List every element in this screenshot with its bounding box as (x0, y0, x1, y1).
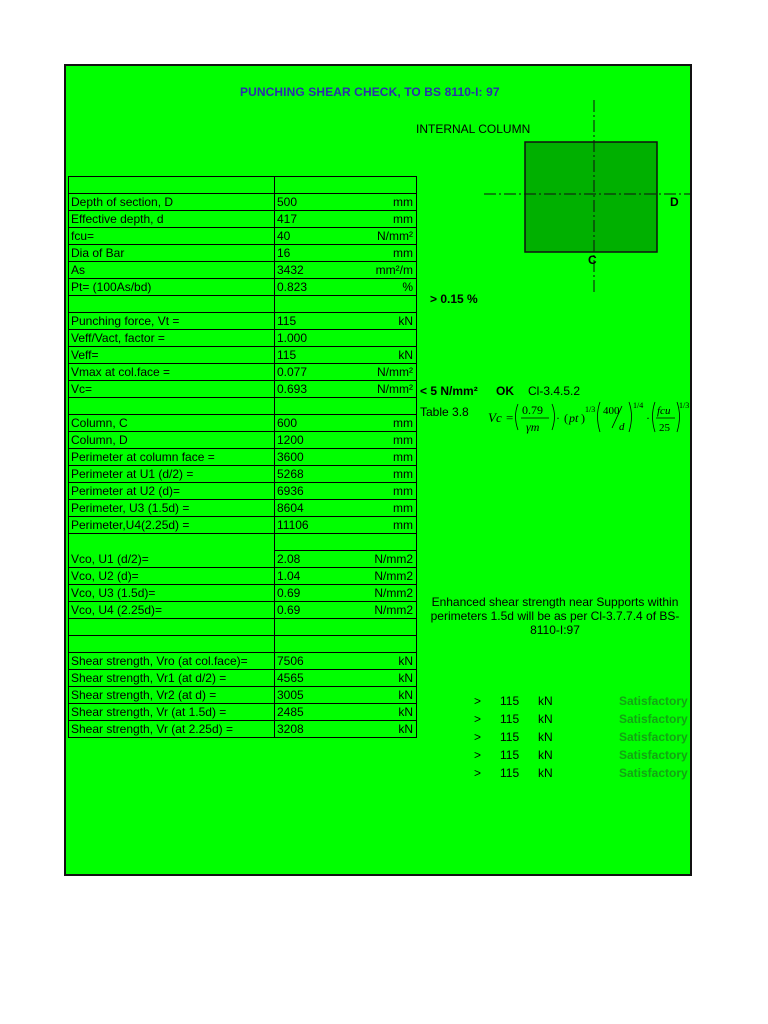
worksheet (64, 64, 692, 876)
row-unit: mm (393, 450, 413, 464)
row-label: Depth of section, D (69, 194, 275, 211)
formula-exp-third: 1/3 (585, 405, 596, 414)
formula-dot: · (556, 411, 560, 425)
enhanced-note-line: Enhanced shear strength near Supports within (431, 595, 679, 609)
formula-pt: pt (569, 411, 579, 425)
row-label: Punching force, Vt = (69, 313, 275, 330)
formula-eq: = (506, 410, 514, 425)
row-value: 1200 (277, 433, 304, 447)
row-value: 11106 (277, 518, 309, 532)
comparison-force: 115 (500, 748, 520, 762)
vmax-clause-note: Cl-3.4.5.2 (528, 384, 581, 398)
row-unit: N/mm² (377, 229, 413, 243)
row-value: 8604 (277, 501, 304, 515)
row-value: 0.693 (277, 382, 308, 396)
row-unit: N/mm2 (374, 603, 413, 617)
table-row (69, 245, 417, 262)
row-label: Shear strength, Vro (at col.face)= (69, 653, 275, 670)
comparison-force: 115 (500, 766, 520, 780)
table-row (69, 534, 417, 551)
row-unit: mm (393, 246, 413, 260)
row-unit: mm (393, 467, 413, 481)
table-row (69, 602, 417, 619)
row-label: Shear strength, Vr2 (at d) = (69, 687, 275, 704)
formula-f1-num: 0.79 (522, 403, 543, 417)
table-row (69, 551, 417, 568)
comparison-sign: > (474, 730, 482, 744)
table-row (69, 211, 417, 228)
comparison-unit: kN (538, 730, 553, 744)
comparison-unit: kN (538, 766, 553, 780)
row-label: Column, D (69, 432, 275, 449)
comparison-force: 115 (500, 712, 520, 726)
row-unit: kN (398, 348, 413, 362)
column-diagram (476, 100, 690, 296)
row-value: 7506 (277, 654, 304, 668)
row-label: Shear strength, Vr1 (at d/2) = (69, 670, 275, 687)
row-label: Perimeter at column face = (69, 449, 275, 466)
table-row (69, 296, 417, 313)
row-unit: kN (398, 671, 413, 685)
row-label: Perimeter at U2 (d)= (69, 483, 275, 500)
comparison-force: 115 (500, 694, 520, 708)
row-unit: mm (393, 518, 413, 532)
row-unit: N/mm2 (374, 586, 413, 600)
row-unit: mm (393, 484, 413, 498)
table-row (69, 262, 417, 279)
row-label: Veff/Vact, factor = (69, 330, 275, 347)
table-row (69, 483, 417, 500)
row-value: 6936 (277, 484, 304, 498)
comparison-unit: kN (538, 748, 553, 762)
comparison-sign: > (474, 766, 482, 780)
table-row (69, 432, 417, 449)
formula-f3-den: 25 (659, 422, 670, 434)
diagram-caption: INTERNAL COLUMN (416, 122, 531, 136)
row-unit: kN (398, 314, 413, 328)
row-label: Dia of Bar (69, 245, 275, 262)
row-unit: mm²/m (375, 263, 413, 277)
enhanced-shear-note (420, 595, 690, 637)
table-row (69, 347, 417, 364)
status-text: Satisfactory (619, 748, 688, 762)
row-label: Effective depth, d (69, 211, 275, 228)
row-value: 1.04 (277, 569, 301, 583)
row-unit: N/mm² (377, 382, 413, 396)
comparison-force: 115 (500, 730, 520, 744)
row-value: 0.077 (277, 365, 308, 379)
row-label: Vco, U3 (1.5d)= (69, 585, 275, 602)
row-label: Perimeter at U1 (d/2) = (69, 466, 275, 483)
row-value: 600 (277, 416, 298, 430)
row-unit: mm (393, 433, 413, 447)
formula-exp-quarter: 1/4 (633, 401, 644, 410)
row-value: 500 (277, 195, 298, 209)
row-value: 1.000 (277, 331, 308, 345)
table-row (69, 585, 417, 602)
row-unit: N/mm2 (374, 552, 413, 566)
comparison-unit: kN (538, 694, 553, 708)
row-unit: mm (393, 416, 413, 430)
table-row (69, 500, 417, 517)
row-unit: mm (393, 212, 413, 226)
formula-lhs: Vc (488, 410, 502, 425)
row-unit: kN (398, 654, 413, 668)
row-label: As (69, 262, 275, 279)
formula-f1-den: γm (526, 420, 540, 434)
table-row (69, 704, 417, 721)
table-row (69, 449, 417, 466)
row-unit: % (402, 280, 413, 294)
row-label: Perimeter, U3 (1.5d) = (69, 500, 275, 517)
comparison-unit: kN (538, 712, 553, 726)
svg-text:(: ( (564, 411, 568, 425)
dimension-label-c: C (588, 253, 597, 267)
row-value: 5268 (277, 467, 304, 481)
row-value: 115 (277, 314, 297, 328)
table-row (69, 568, 417, 585)
row-label: Vco, U2 (d)= (69, 568, 275, 585)
status-text: Satisfactory (619, 766, 688, 780)
row-label: Veff= (69, 347, 275, 364)
table-row (69, 687, 417, 704)
vc-table-note: Table 3.8 (420, 405, 469, 419)
table-row (69, 279, 417, 296)
status-text: Satisfactory (619, 694, 688, 708)
row-unit: kN (398, 722, 413, 736)
row-value: 0.69 (277, 603, 301, 617)
row-unit: mm (393, 195, 413, 209)
table-row (69, 381, 417, 398)
row-value: 3005 (277, 688, 304, 702)
dimension-label-d: D (670, 195, 679, 209)
svg-text:): ) (581, 411, 585, 425)
vc-formula (486, 398, 690, 442)
table-row (69, 517, 417, 534)
status-text: Satisfactory (619, 730, 688, 744)
table-row (69, 398, 417, 415)
enhanced-note-line: perimeters 1.5d will be as per Cl-3.7.7.4 of BS- (430, 609, 680, 623)
row-value: 16 (277, 246, 291, 260)
row-value: 417 (277, 212, 298, 226)
row-label: Vmax at col.face = (69, 364, 275, 381)
row-label: Shear strength, Vr (at 1.5d) = (69, 704, 275, 721)
row-value: 3432 (277, 263, 304, 277)
row-label: Perimeter,U4(2.25d) = (69, 517, 275, 534)
vc-formula-graphic (486, 398, 690, 438)
table-row (69, 415, 417, 432)
table-row (69, 194, 417, 211)
vmax-ok-note: OK (496, 384, 514, 398)
comparison-sign: > (474, 694, 482, 708)
row-unit: N/mm² (377, 365, 413, 379)
formula-f2-den: d (619, 421, 625, 433)
comparison-sign: > (474, 712, 482, 726)
status-text: Satisfactory (619, 712, 688, 726)
table-row (69, 313, 417, 330)
row-label: Vco, U1 (d/2)= (69, 551, 275, 568)
row-unit: kN (398, 688, 413, 702)
input-table (68, 176, 417, 738)
row-value: 4565 (277, 671, 304, 685)
table-row (69, 653, 417, 670)
table-row (69, 721, 417, 738)
row-value: 3208 (277, 722, 304, 736)
row-value: 3600 (277, 450, 304, 464)
row-label: Shear strength, Vr (at 2.25d) = (69, 721, 275, 738)
row-value: 0.823 (277, 280, 308, 294)
column-section (525, 142, 657, 252)
row-value: 115 (277, 348, 297, 362)
row-label: Pt= (100As/bd) (69, 279, 275, 296)
row-label: fcu= (69, 228, 275, 245)
row-value: 0.69 (277, 586, 301, 600)
table-row (69, 619, 417, 636)
row-unit: mm (393, 501, 413, 515)
table-row (69, 636, 417, 653)
table-row (69, 364, 417, 381)
svg-text:·: · (646, 411, 650, 425)
row-unit: N/mm2 (374, 569, 413, 583)
formula-exp-third-2: 1/3 (679, 401, 690, 410)
pt-check-note: > 0.15 % (430, 292, 478, 306)
formula-f2-num: 400 (603, 405, 620, 417)
table-row (69, 670, 417, 687)
sheet-title: PUNCHING SHEAR CHECK, TO BS 8110-I: 97 (240, 85, 500, 99)
comparison-sign: > (474, 748, 482, 762)
row-label: Vc= (69, 381, 275, 398)
row-label: Vco, U4 (2.25d)= (69, 602, 275, 619)
formula-f3-num: fcu (657, 405, 671, 417)
row-value: 2485 (277, 705, 304, 719)
row-unit: kN (398, 705, 413, 719)
table-row (69, 228, 417, 245)
vmax-check-note: < 5 N/mm² (420, 384, 478, 398)
table-row (69, 177, 417, 194)
table-row (69, 330, 417, 347)
row-value: 2.08 (277, 552, 301, 566)
table-row (69, 466, 417, 483)
row-label: Column, C (69, 415, 275, 432)
row-value: 40 (277, 229, 291, 243)
enhanced-note-line: 8110-I:97 (530, 623, 580, 637)
